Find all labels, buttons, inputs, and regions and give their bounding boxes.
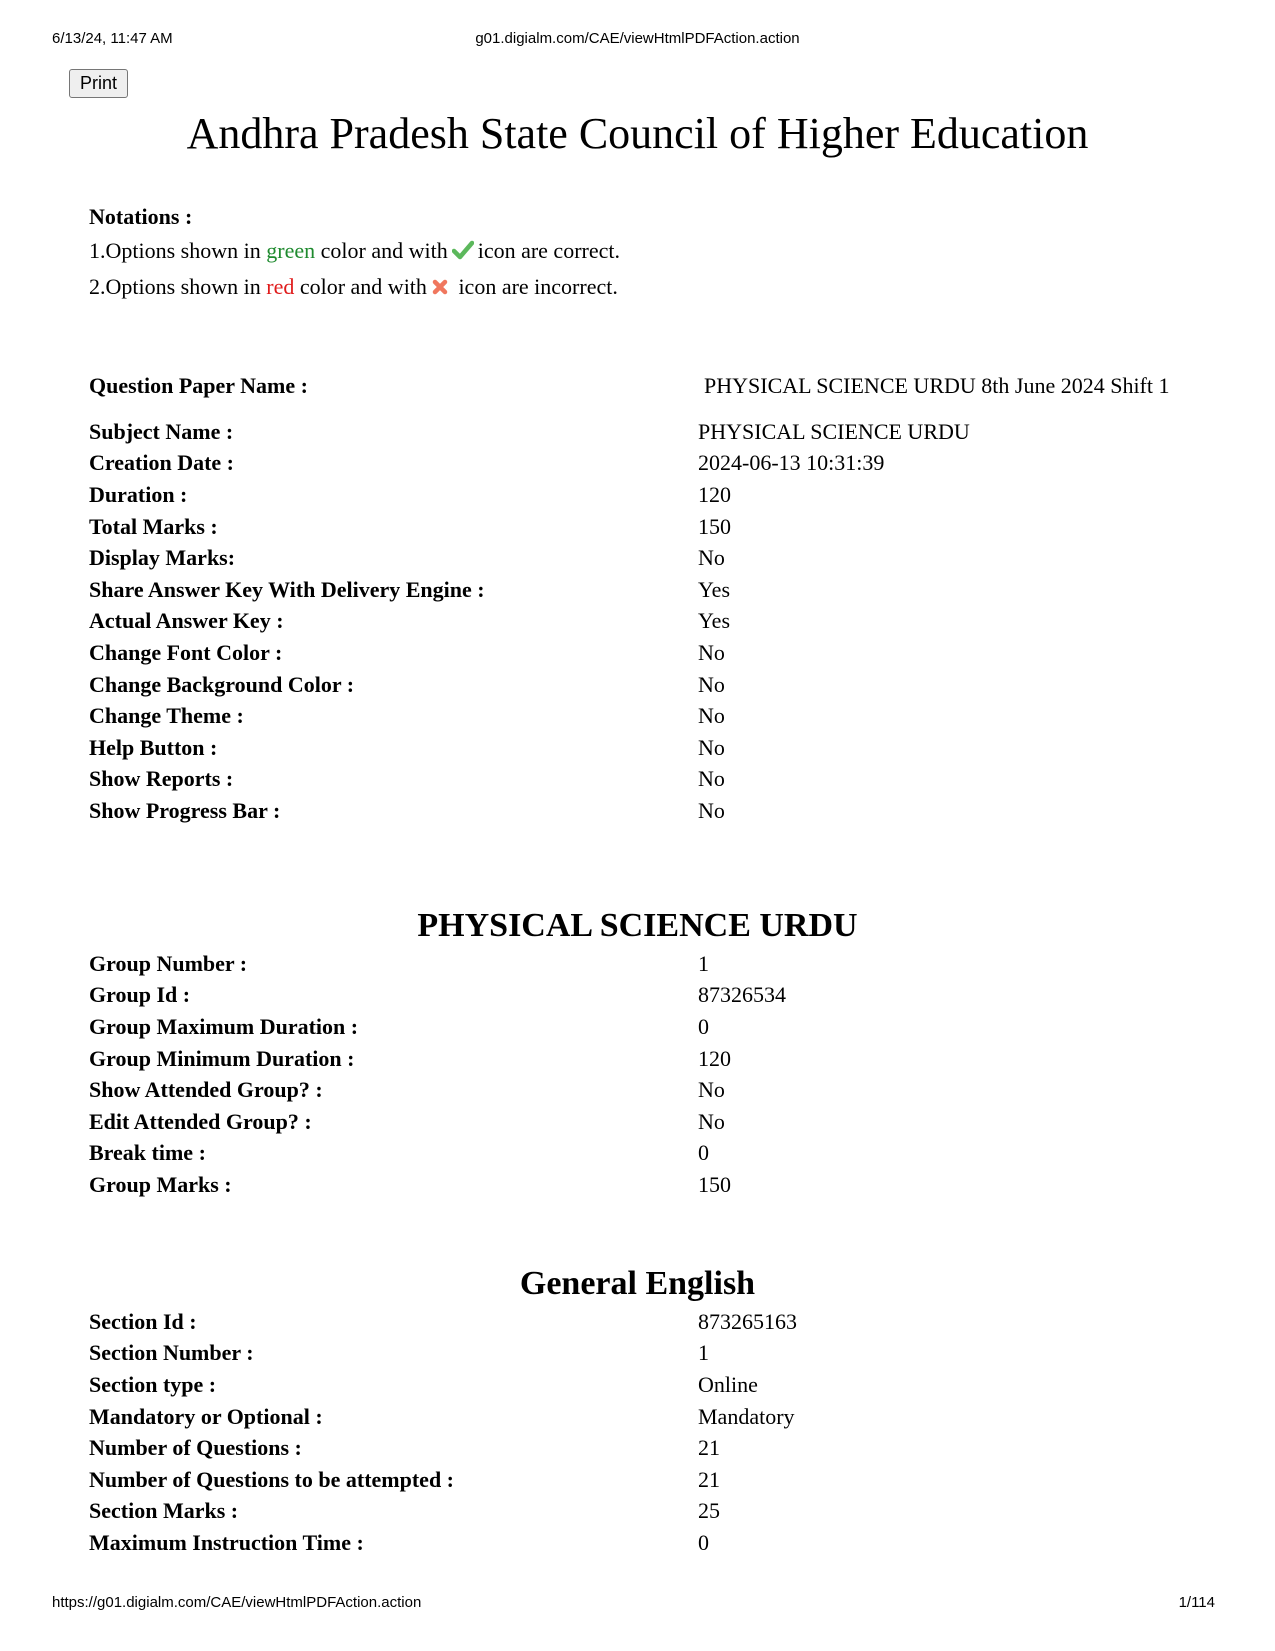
section-row [89,1464,1178,1496]
section-row [89,1432,1178,1464]
section-value: 21 [698,1466,720,1492]
info-label: Duration : [89,481,188,507]
group-value: 150 [698,1171,731,1197]
notation-correct-prefix: 1.Options shown in [89,238,261,263]
notation-correct [89,234,620,270]
info-label: Show Reports : [89,766,234,792]
group-row [89,1074,1178,1106]
group-row [89,948,1178,980]
cross-icon [431,272,449,306]
print-footer-url: https://g01.digialm.com/CAE/viewHtmlPDFAction.action [52,1594,422,1611]
group-label: Break time : [89,1140,206,1166]
group-row [89,1169,1178,1201]
section-label: Number of Questions : [89,1435,302,1461]
group-row [89,1011,1178,1043]
info-row [89,637,1178,669]
info-row [89,542,1178,574]
group-value: 0 [698,1140,709,1166]
group-value: 87326534 [698,982,786,1008]
notation-green-word: green [266,238,316,263]
info-row [89,700,1178,732]
group-value: 0 [698,1013,709,1039]
info-label: Show Progress Bar : [89,797,281,823]
section-value: 0 [698,1529,709,1555]
info-row [89,764,1178,796]
info-row [89,574,1178,606]
section-row [89,1338,1178,1370]
info-value: No [698,639,725,665]
section-value: Mandatory [698,1403,795,1429]
info-label: Help Button : [89,734,218,760]
group-label: Group Number : [89,950,248,976]
group-label: Group Minimum Duration : [89,1045,355,1071]
notations-heading: Notations : [89,204,193,229]
info-label: Share Answer Key With Delivery Engine : [89,576,485,602]
section-info-table [89,1306,1178,1559]
section-value: 25 [698,1498,720,1524]
info-label: Subject Name : [89,418,234,444]
section-row [89,1401,1178,1433]
info-value: No [698,766,725,792]
info-value: No [698,671,725,697]
group-row [89,1043,1178,1075]
group-label: Edit Attended Group? : [89,1108,312,1134]
info-value [698,356,1178,416]
group-row [89,980,1178,1012]
print-datetime: 6/13/24, 11:47 AM [52,30,173,47]
print-header [0,30,1275,50]
info-label: Creation Date : [89,450,234,476]
info-value: Yes [698,608,731,634]
info-value: No [698,734,725,760]
section-label: Section Marks : [89,1498,239,1524]
info-label: Total Marks : [89,513,218,539]
info-row [89,448,1178,480]
group-heading: PHYSICAL SCIENCE URDU [417,907,858,944]
notation-incorrect [89,270,620,306]
section-label: Maximum Instruction Time : [89,1529,364,1555]
group-row [89,1138,1178,1170]
print-button[interactable]: Print [69,69,128,98]
info-row [89,732,1178,764]
section-row [89,1527,1178,1559]
info-value: 150 [698,513,731,539]
section-label: Mandatory or Optional : [89,1403,323,1429]
print-footer [0,1594,1275,1614]
info-label: Change Background Color : [89,671,355,697]
section-value: 873265163 [698,1308,797,1334]
info-value: 120 [698,481,731,507]
info-row [89,795,1178,827]
info-row [89,669,1178,701]
notation-correct-middle: color and with [320,238,448,263]
info-row [89,356,1178,416]
section-label: Section Number : [89,1340,254,1366]
group-label: Show Attended Group? : [89,1077,323,1103]
info-value: PHYSICAL SCIENCE URDU [698,418,970,444]
info-value: 2024-06-13 10:31:39 [698,450,885,476]
group-label: Group Id : [89,982,191,1008]
group-row [89,1106,1178,1138]
question-paper-name: PHYSICAL SCIENCE URDU 8th June 2024 Shift 1 [704,373,1170,398]
notation-incorrect-suffix: icon are incorrect. [458,274,618,299]
section-value: Online [698,1371,758,1397]
info-value: Yes [698,576,731,602]
check-icon [452,236,474,270]
section-row [89,1369,1178,1401]
info-label: Change Theme : [89,703,244,729]
notation-incorrect-prefix: 2.Options shown in [89,274,261,299]
notation-correct-suffix: icon are correct. [477,238,620,263]
info-value: No [698,545,725,571]
info-label: Display Marks: [89,545,236,571]
section-value: 1 [698,1340,709,1366]
notation-red-word: red [266,274,295,299]
section-label: Section type : [89,1371,217,1397]
group-value: 120 [698,1045,731,1071]
print-header-url: g01.digialm.com/CAE/viewHtmlPDFAction.action [475,30,800,47]
group-label: Group Maximum Duration : [89,1013,359,1039]
info-row [89,511,1178,543]
notation-incorrect-middle: color and with [299,274,427,299]
section-row [89,1496,1178,1528]
section-label: Number of Questions to be attempted : [89,1466,455,1492]
group-value: 1 [698,950,709,976]
paper-info-table [89,356,1178,827]
section-heading: General English [519,1265,756,1302]
group-label: Group Marks : [89,1171,232,1197]
info-row [89,416,1178,448]
group-value: No [698,1077,725,1103]
info-row [89,479,1178,511]
notations [89,200,620,306]
info-row [89,606,1178,638]
info-label: Actual Answer Key : [89,608,284,634]
group-info-table [89,948,1178,1201]
page-indicator: 1/114 [1178,1594,1215,1611]
section-label: Section Id : [89,1308,197,1334]
group-value: No [698,1108,725,1134]
info-label: Question Paper Name : [89,373,308,398]
info-value: No [698,797,725,823]
info-value: No [698,703,725,729]
page-title: Andhra Pradesh State Council of Higher Education [186,109,1089,158]
info-label: Change Font Color : [89,639,283,665]
section-value: 21 [698,1435,720,1461]
section-row [89,1306,1178,1338]
